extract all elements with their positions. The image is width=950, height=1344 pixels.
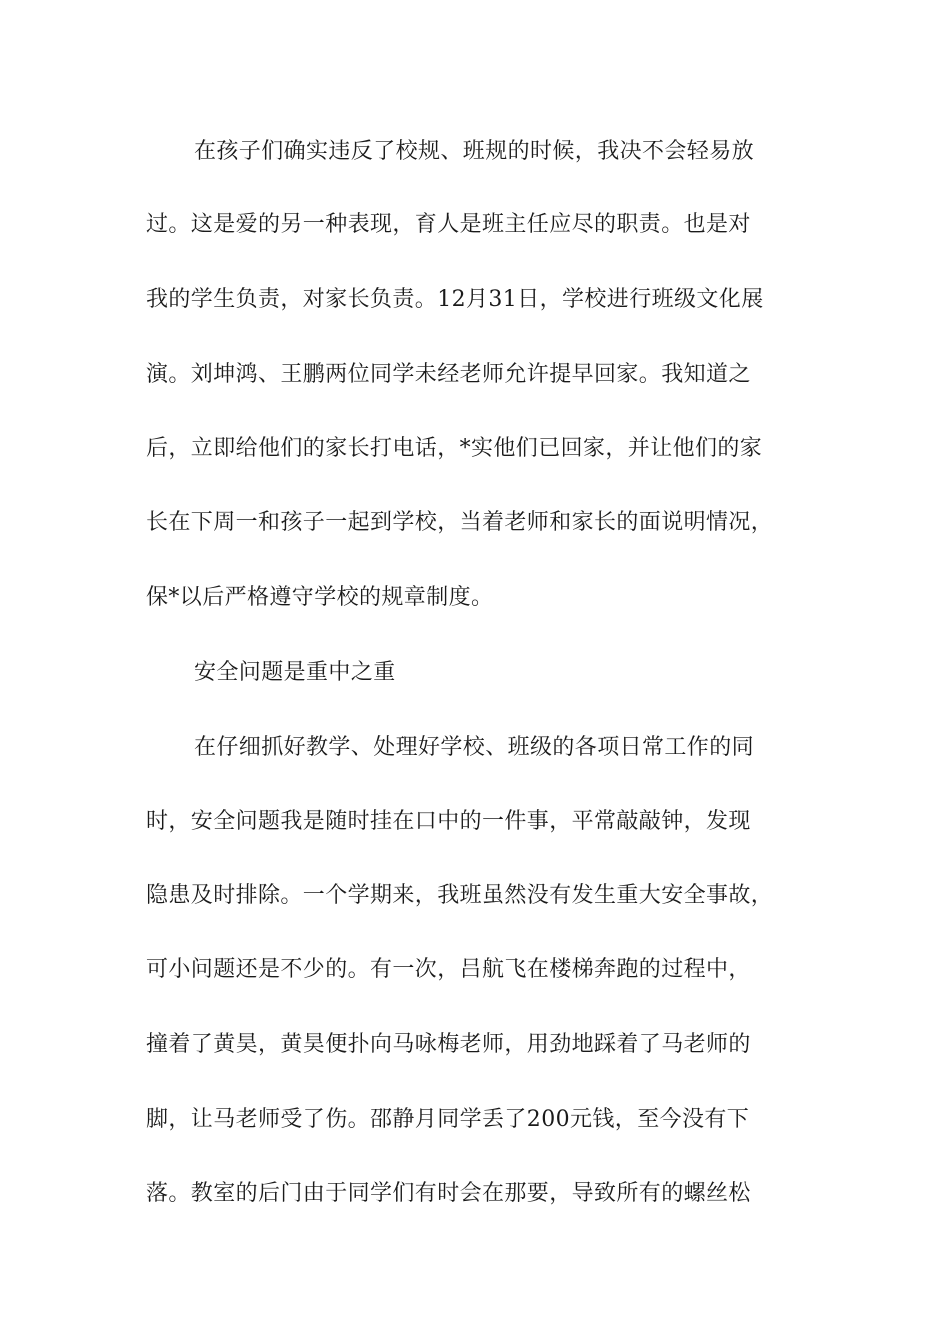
paragraph-2-line-7: 落。教室的后门由于同学们有时会在那要，导致所有的螺丝松 [146,1181,751,1206]
paragraph-1-line-6: 长在下周一和孩子一起到学校，当着老师和家长的面说明情况， [146,510,774,535]
paragraph-1-line-3: 我的学生负责，对家长负责。12月31日，学校进行班级文化展 [146,287,764,312]
paragraph-2-line-6: 脚，让马老师受了伤。邵静月同学丢了200元钱，至今没有下 [146,1107,750,1132]
paragraph-2-line-4: 可小问题还是不少的。有一次，吕航飞在楼梯奔跑的过程中， [146,957,751,982]
paragraph-1-line-2: 过。这是爱的另一种表现，育人是班主任应尽的职责。也是对 [146,212,751,237]
paragraph-1-line-5: 后，立即给他们的家长打电话，*实他们已回家，并让他们的家 [146,436,763,461]
paragraph-2-line-1: 在仔细抓好教学、处理好学校、班级的各项日常工作的同 [194,735,755,760]
section-heading: 安全问题是重中之重 [194,660,396,685]
paragraph-2-line-2: 时，安全问题我是随时挂在口中的一件事，平常敲敲钟，发现 [146,809,751,834]
paragraph-1-line-1: 在孩子们确实违反了校规、班规的时候，我决不会轻易放 [194,139,755,164]
paragraph-1-line-4: 演。刘坤鸿、王鹏两位同学未经老师允许提早回家。我知道之 [146,362,751,387]
paragraph-2-line-3: 隐患及时排除。一个学期来，我班虽然没有发生重大安全事故， [146,883,774,908]
paragraph-1-line-7: 保*以后严格遵守学校的规章制度。 [146,585,494,610]
paragraph-2-line-5: 撞着了黄昊，黄昊便扑向马咏梅老师，用劲地踩着了马老师的 [146,1032,751,1057]
